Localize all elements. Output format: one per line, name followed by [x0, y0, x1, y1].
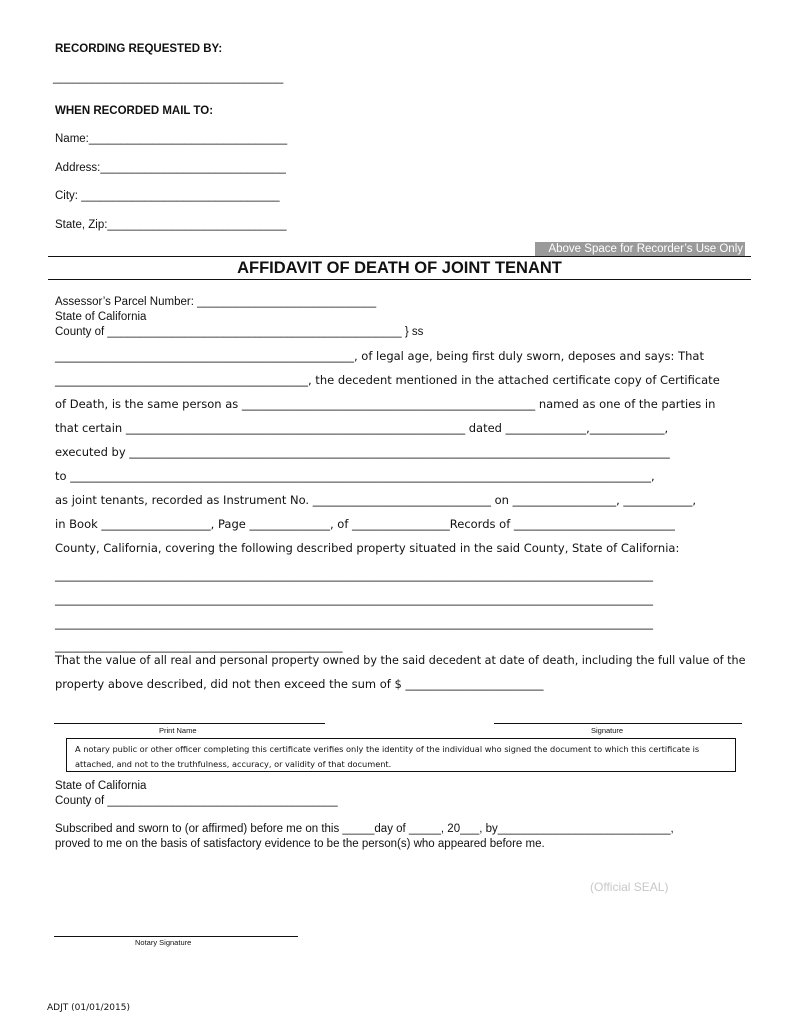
form-code-footer: ADJT (01/01/2015) [47, 1003, 130, 1013]
decedent-line[interactable]: ____________________________________________, the decedent mentioned in the attached certificate copy of Certificate [55, 373, 720, 387]
signature-label: Signature [591, 726, 624, 735]
subscribed-sworn-line[interactable]: Subscribed and sworn to (or affirmed) before me on this _____day of _____, 20___, by___________________________, [55, 823, 674, 835]
mail-name-field[interactable]: Name:_______________________________ [55, 133, 288, 145]
assessor-parcel-field[interactable]: Assessor’s Parcel Number: ____________________________ [55, 296, 377, 308]
signature-line[interactable] [494, 723, 742, 724]
notary-county-field[interactable]: County of ____________________________________ [55, 795, 338, 807]
recording-requested-line[interactable]: ____________________________________ [53, 72, 284, 84]
same-person-line[interactable]: of Death, is the same person as ___________________________________________________ named as one of the parties in [55, 397, 716, 411]
property-description-line[interactable]: __________________________________________________ [55, 639, 343, 653]
executed-by-line[interactable]: executed by ______________________________________________________________________________________________ [55, 445, 670, 459]
proved-evidence-text: proved to me on the basis of satisfactory evidence to be the person(s) who appeared before me. [55, 838, 545, 850]
notary-notice-box: A notary public or other officer completing this certificate verifies only the identity of the individual who signed the document to which this certificate is attached, and not to the truthfulness, accuracy, or validity of that document. [66, 738, 736, 772]
to-line[interactable]: to _____________________________________________________________________________________________________, [55, 469, 655, 483]
title-divider [48, 279, 751, 280]
property-description-line[interactable]: ________________________________________________________________________________________________________ [55, 592, 653, 606]
recorded-instrument-line[interactable]: as joint tenants, recorded as Instrument No. _______________________________ on __________________, ____________, [55, 493, 697, 507]
notary-signature-line[interactable] [54, 936, 298, 937]
affiant-line[interactable]: ____________________________________________________, of legal age, being first duly sworn, deposes and says: That [55, 349, 704, 363]
property-description-line[interactable]: ________________________________________________________________________________________________________ [55, 568, 653, 582]
document-title: AFFIDAVIT OF DEATH OF JOINT TENANT [237, 259, 562, 277]
property-value-sum-field[interactable]: property above described, did not then exceed the sum of $ ________________________ [55, 677, 544, 691]
print-name-line[interactable] [54, 723, 325, 724]
mail-state-zip-field[interactable]: State, Zip:____________________________ [55, 219, 287, 231]
top-divider [48, 256, 751, 257]
mail-city-field[interactable]: City: _______________________________ [55, 190, 280, 202]
official-seal-placeholder: (Official SEAL) [590, 880, 669, 894]
property-description-intro: County, California, covering the following described property situated in the said County, State of California: [55, 541, 680, 555]
venue-county-field[interactable]: County of ______________________________________________ } ss [55, 326, 424, 338]
property-description-line[interactable]: ________________________________________________________________________________________________________ [55, 616, 653, 630]
property-value-text: That the value of all real and personal property owned by the said decedent at date of death, including the full value of the [55, 653, 746, 667]
print-name-label: Print Name [159, 726, 197, 735]
venue-state: State of California [55, 311, 147, 323]
instrument-dated-line[interactable]: that certain ___________________________________________________________ dated ______________,_____________, [55, 421, 669, 435]
recorder-use-banner: Above Space for Recorder’s Use Only [535, 242, 745, 256]
notary-state: State of California [55, 780, 147, 792]
when-recorded-label: WHEN RECORDED MAIL TO: [55, 105, 214, 117]
book-page-line[interactable]: in Book ___________________, Page ______________, of _________________Records of ____________________________ [55, 517, 675, 531]
recording-requested-label: RECORDING REQUESTED BY: [55, 43, 223, 55]
notary-signature-label: Notary Signature [135, 938, 192, 947]
mail-address-field[interactable]: Address:_____________________________ [55, 162, 286, 174]
